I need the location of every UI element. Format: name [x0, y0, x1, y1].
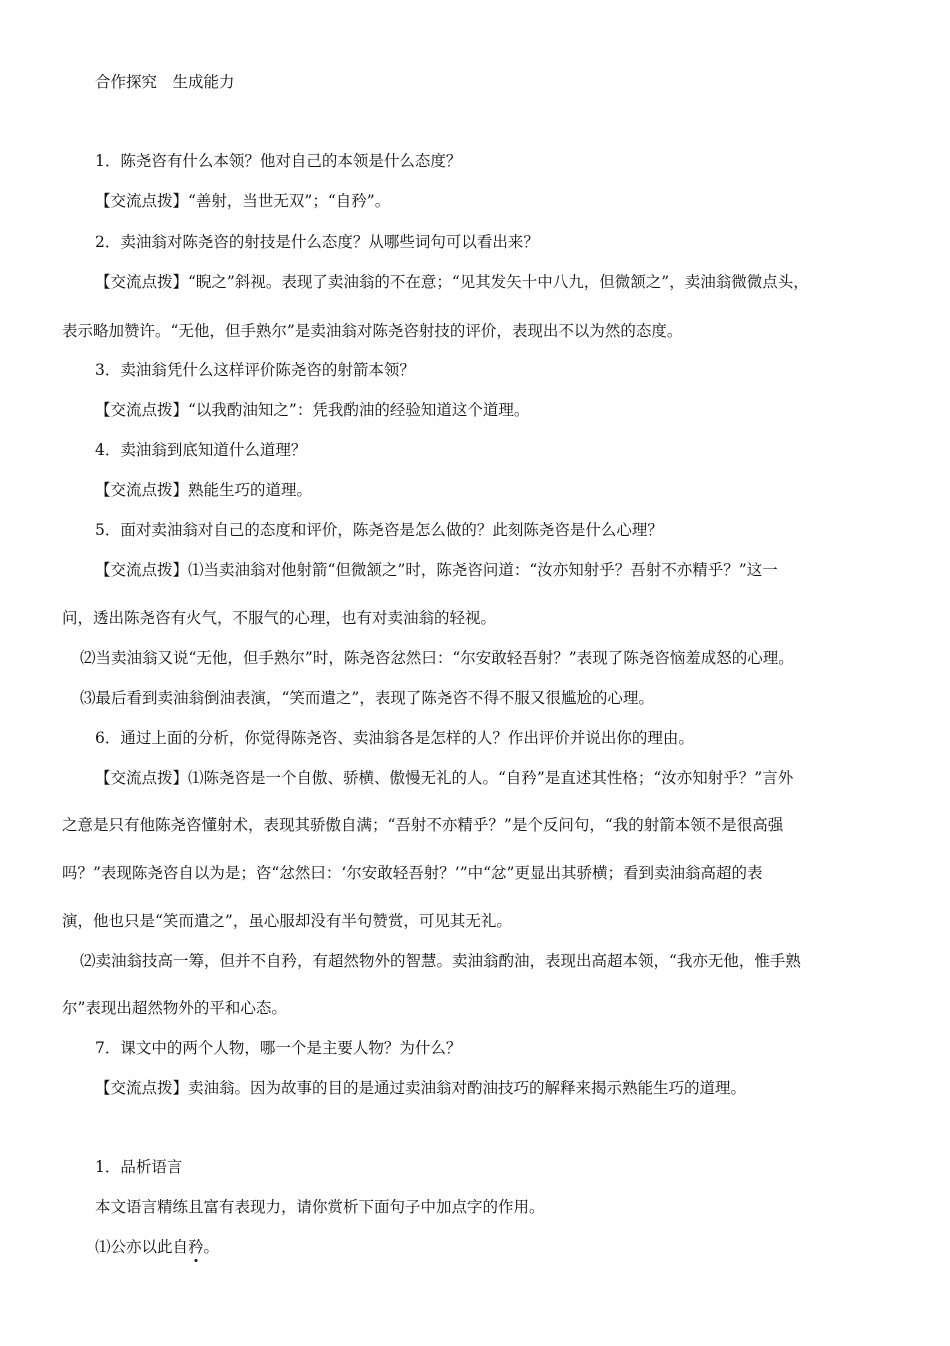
practice-item-1: [0, 1236, 950, 1258]
question-6: 6．通过上面的分析，你觉得陈尧咨、卖油翁各是怎样的人？作出评价并说出你的理由。: [95, 729, 694, 747]
answer-1: 【交流点拨】“善射，当世无双”；“自矜”。: [95, 192, 391, 210]
section-title: 合作探究 生成能力: [95, 73, 235, 91]
answer-5-line-2: 问，透出陈尧咨有火气，不服气的心理，也有对卖油翁的轻视。: [62, 609, 497, 627]
answer-5-line-3: ⑵当卖油翁又说“无他，但手熟尔”时，陈尧咨忿然曰：“尔安敢轻吾射？”表现了陈尧咨恼羞成怒的心理。: [80, 649, 794, 667]
question-7: 7．课文中的两个人物，哪一个是主要人物？为什么？: [95, 1039, 462, 1057]
question-1: 1．陈尧咨有什么本领？他对自己的本领是什么态度？: [95, 152, 462, 170]
answer-3: 【交流点拨】“以我酌油知之”：凭我酌油的经验知道这个道理。: [95, 401, 530, 419]
answer-5-line-1: 【交流点拨】⑴当卖油翁对他射箭“但微颔之”时，陈尧咨问道：“汝亦知射乎？吾射不亦精乎？”这一: [95, 561, 778, 579]
question-4: 4．卖油翁到底知道什么道理？: [95, 441, 307, 459]
answer-6-line-5: ⑵卖油翁技高一筹，但并不自矜，有超然物外的智慧。卖油翁酌油，表现出高超本领，“我亦无他，惟手熟: [80, 952, 801, 970]
practice-heading: 1．品析语言: [95, 1158, 183, 1176]
answer-6-line-4: 演，他也只是“笑而遣之”，虽心服却没有半句赞赏，可见其无礼。: [62, 912, 512, 930]
question-5: 5．面对卖油翁对自己的态度和评价，陈尧咨是怎么做的？此刻陈尧咨是什么心理？: [95, 521, 663, 539]
answer-5-line-4: ⑶最后看到卖油翁倒油表演，“笑而遣之”，表现了陈尧咨不得不服又很尴尬的心理。: [80, 689, 654, 707]
practice-item-1-suffix: 。: [203, 1238, 220, 1256]
practice-item-1-prefix: ⑴公亦以此自: [95, 1238, 189, 1256]
answer-2-line-2: 表示略加赞许。“无他，但手熟尔”是卖油翁对陈尧咨射技的评价，表现出不以为然的态度。: [62, 322, 683, 340]
question-2: 2．卖油翁对陈尧咨的射技是什么态度？从哪些词句可以看出来？: [95, 233, 539, 251]
answer-2-line-1: 【交流点拨】“睨之”斜视。表现了卖油翁的不在意；“见其发矢十中八九，但微颔之”，卖油翁微微点头，: [95, 273, 809, 291]
answer-6-line-2: 之意是只有他陈尧咨懂射术，表现其骄傲自满；“吾射不亦精乎？”是个反问句，“我的射箭本领不是很高强: [62, 816, 784, 834]
answer-6-line-1: 【交流点拨】⑴陈尧咨是一个自傲、骄横、傲慢无礼的人。“自矜”是直述其性格；“汝亦知射乎？”言外: [95, 769, 794, 787]
practice-instruction: 本文语言精练且富有表现力，请你赏析下面句子中加点字的作用。: [95, 1198, 545, 1216]
answer-6-line-6: 尔”表现出超然物外的平和心态。: [62, 999, 287, 1017]
practice-item-1-dotted-char: 矜: [188, 1238, 204, 1256]
answer-6-line-3: 吗？”表现陈尧咨自以为是；咨“忿然曰：‘尔安敢轻吾射？’”中“忿”更显出其骄横；看到卖油翁高超的表: [62, 864, 763, 882]
answer-7: 【交流点拨】卖油翁。因为故事的目的是通过卖油翁对酌油技巧的解释来揭示熟能生巧的道理。: [95, 1079, 747, 1097]
question-3: 3．卖油翁凭什么这样评价陈尧咨的射箭本领？: [95, 361, 415, 379]
answer-4: 【交流点拨】熟能生巧的道理。: [95, 481, 313, 499]
